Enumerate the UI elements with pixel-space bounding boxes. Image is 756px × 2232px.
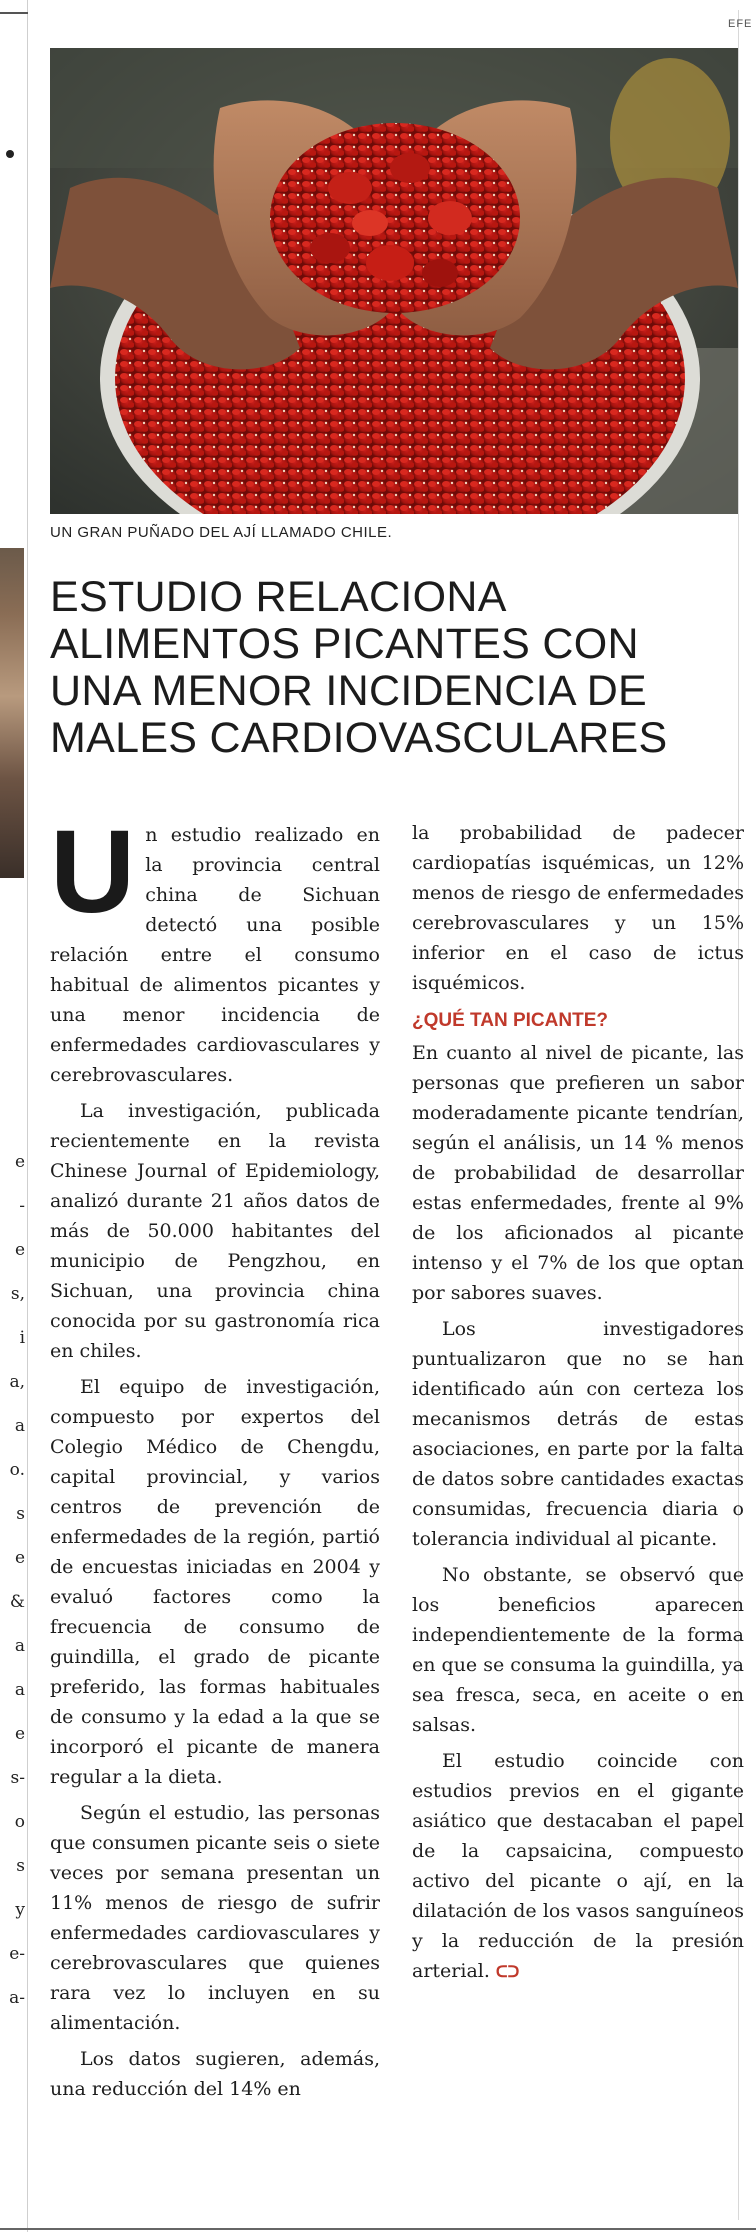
body-paragraph: Los datos sugieren, además, una reducción del 14% en [50,2048,380,2100]
body-paragraph: No obstante, se observó que los beneficios aparecen independientemente de la forma en que se consuma la guindilla, ya sea fresca, seca, en aceite o en salsas. [412,1564,744,1736]
article-column-right [412,818,744,1994]
drop-cap: U [50,806,136,938]
cropped-text-fragment: a [14,1636,25,1656]
cropped-text-fragment: o [14,1812,25,1832]
cropped-text-fragment: e [14,1724,25,1744]
body-paragraph: En cuanto al nivel de picante, las personas que prefieren un sabor moderadamente picante tendrían, según el análisis, un 14 % menos de probabilidad de desarrollar estas enfermedades, frente al 9% de los aficionados al picante intenso y el 7% de los que optan por sabores suaves. [412,1042,744,1304]
cropped-text-fragment: e [14,1152,25,1172]
cropped-text-fragment: a, [9,1372,25,1392]
subheading: ¿QUÉ TAN PICANTE? [412,1010,608,1031]
cropped-text-fragment: i [19,1328,25,1348]
closing-paragraph [412,1746,744,1988]
cropped-text-fragment: y [15,1900,25,1920]
cropped-text-fragment: & [9,1592,25,1612]
lead-paragraph-text: n estudio realizado en la provincia central china de Sichuan detectó una posible relación entre el consumo habitual de alimentos picantes y una menor incidencia de enfermedades cardiovasculares y cerebrovasculares. [50,824,380,1086]
cropped-text-fragment: e- [9,1944,25,1964]
cropped-text-fragment: o. [9,1460,25,1480]
end-mark-icon: ᑕᑐ [495,1964,520,1981]
adjacent-photo-fragment [0,548,24,878]
bottom-rule [0,2228,756,2230]
article-column-left [50,806,380,2110]
cropped-text-fragment: s [16,1504,25,1524]
cropped-text-fragment: s- [10,1768,25,1788]
closing-paragraph-text: El estudio coincide con estudios previos en el gigante asiático que destacaban el papel de la capsaicina, compuesto activo del picante o ají, en la dilatación de los vasos sanguíneos y la reducción de la presión arterial. [412,1750,744,1982]
cropped-text-fragment: - [19,1196,25,1216]
photo-credit: EFE [728,18,753,30]
body-paragraph: Según el estudio, las personas que consumen picante seis o siete veces por semana presentan un 11% menos de riesgo de sufrir enfermedades cardiovasculares y cerebrovasculares que quienes rara vez lo incluyen en su alimentación. [50,1802,380,2034]
cropped-text-fragment: s [16,1856,25,1876]
adjacent-article-strip [0,0,28,2232]
cropped-text-fragment: a [14,1680,25,1700]
headline: ESTUDIO RELACIONA ALIMENTOS PICANTES CON UNA MENOR INCIDENCIA DE MALES CARDIOVASCULARES [50,573,668,762]
bullet-fragment [6,150,14,158]
photo-illustration [50,48,738,514]
chili-peppers-photo [50,48,738,514]
cropped-text-fragment: s, [10,1284,25,1304]
cropped-text-fragment: e [14,1240,25,1260]
body-paragraph: Los investigadores puntualizaron que no se han identificado aún con certeza los mecanismos detrás de estas asociaciones, en parte por la falta de datos sobre cantidades exactas consumidas, frecuencia diaria o tolerancia individual al picante. [412,1318,744,1550]
body-paragraph: El equipo de investigación, compuesto por expertos del Colegio Médico de Chengdu, capital provincial, y varios centros de prevención de enfermedades de la región, partió de encuestas iniciadas en 2004 y evaluó factores como la frecuencia de consumo de guindilla, el grado de picante preferido, las formas habituales de consumo y la edad a la que se incorporó el picante de manera regular a la dieta. [50,1376,380,1788]
cropped-text-fragment: a [14,1416,25,1436]
continued-paragraph: la probabilidad de padecer cardiopatías isquémicas, un 12% menos de riesgo de enfermedades cerebrovasculares y un 15% inferior en el caso de ictus isquémicos. [412,822,744,994]
cropped-text-fragment: e [14,1548,25,1568]
lead-paragraph [50,806,380,1090]
cropped-text-fragment: a- [9,1988,25,2008]
photo-caption: UN GRAN PUÑADO DEL AJÍ LLAMADO CHILE. [50,524,393,541]
top-rule [0,12,28,14]
body-paragraph: La investigación, publicada recientemente en la revista Chinese Journal of Epidemiology, analizó durante 21 años datos de más de 50.000 habitantes del municipio de Pengzhou, en Sichuan, una provincia china conocida por su gastronomía rica en chiles. [50,1100,380,1362]
article [36,0,756,2232]
